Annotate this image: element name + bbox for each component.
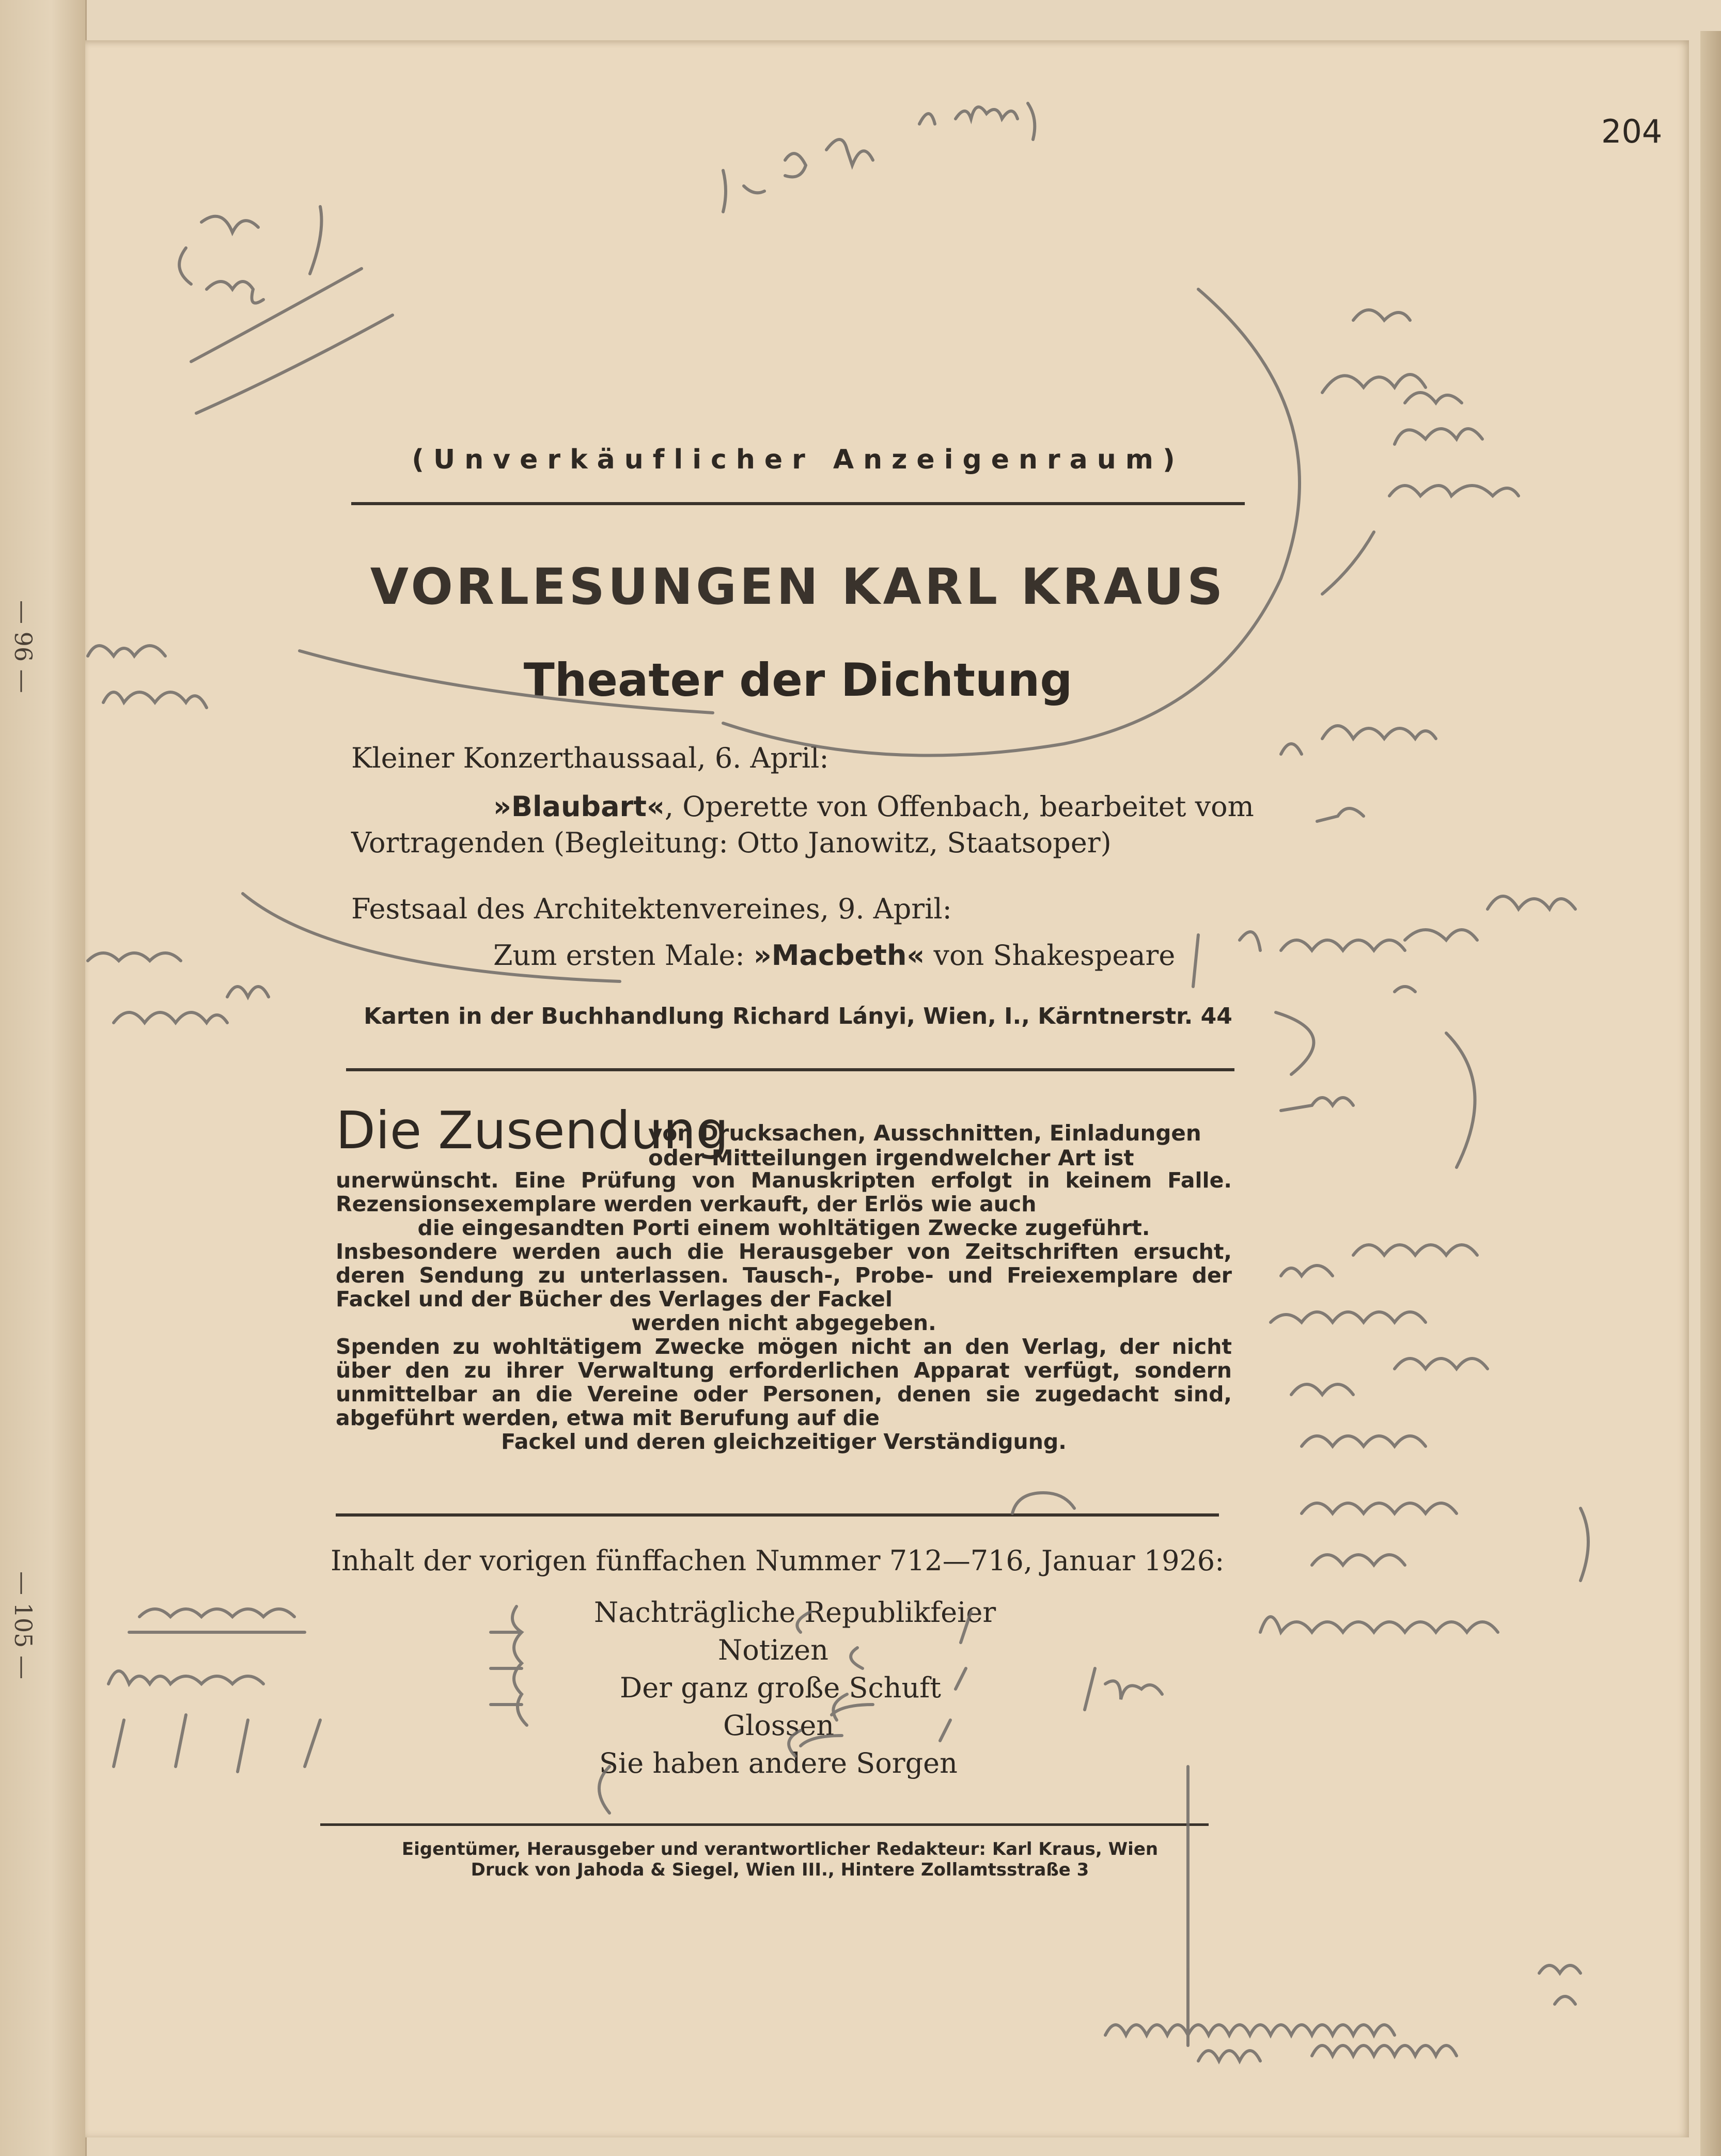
pencil-stroke <box>114 1715 320 1772</box>
pencil-scribble <box>88 646 207 708</box>
contents-item: Nachträgliche Republikfeier <box>594 1596 996 1629</box>
event-venue-1: Kleiner Konzerthaussaal, 6. April: <box>351 742 829 774</box>
notice-side-line-2: oder Mitteilungen irgendwelcher Art ist <box>648 1145 1134 1170</box>
pencil-scribble <box>1193 896 1575 992</box>
contents-item: Der ganz große Schuft <box>620 1671 941 1704</box>
imprint-line-2: Druck von Jahoda & Siegel, Wien III., Hintere Zollamtsstraße 3 <box>471 1860 1089 1880</box>
pencil-scribble <box>1302 1503 1457 1513</box>
pencil-scribble <box>723 103 1035 212</box>
contents-item: Glossen <box>723 1709 835 1742</box>
pencil-scribble <box>1539 1965 1581 2004</box>
pencil-scribble <box>1291 1358 1488 1395</box>
pencil-scribble <box>491 1606 527 1725</box>
notice-paragraph: werden nicht abgegeben. <box>631 1310 936 1335</box>
ticket-info: Karten in der Buchhandlung Richard Lányi, Wien, I., Kärntnerstr. 44 <box>364 1003 1232 1029</box>
notice-paragraph: unerwünscht. Eine Prüfung von Manuskripten erfolgt in keinem Falle. Rezensionsexemplare werden verkauft, der Erlös wie auch <box>336 1168 1232 1216</box>
event-line-1b: Vortragenden (Begleitung: Otto Janowitz, Staatsoper) <box>351 826 1112 859</box>
contents-item: Notizen <box>718 1634 828 1666</box>
pencil-scribble <box>1281 1245 1477 1276</box>
contents-item: Sie haben andere Sorgen <box>599 1747 958 1779</box>
notice-paragraph: Fackel und deren gleichzeitiger Verständigung. <box>501 1429 1067 1454</box>
pencil-stroke <box>243 894 620 981</box>
pencil-curve <box>1276 1012 1475 1167</box>
pencil-scribble <box>1312 1555 1405 1565</box>
advert-subtitle: Theater der Dichtung <box>523 653 1073 707</box>
pencil-scribble <box>1281 1098 1353 1111</box>
notice-heading: Die Zusendung <box>336 1100 729 1161</box>
spine-page-number-105: — 105 — <box>9 1571 37 1680</box>
folio-number: 204 <box>1601 113 1663 150</box>
event-detail-1: , Operette von Offenbach, bearbeitet vom <box>664 790 1254 823</box>
advert-title: VORLESUNGEN KARL KRAUS <box>370 558 1226 616</box>
pencil-scribble <box>1260 1508 1588 1632</box>
event-prefix-2: Zum ersten Male: <box>493 939 754 972</box>
contents-heading: Inhalt der vorigen fünffachen Nummer 712—716, Januar 1926: <box>331 1544 1225 1577</box>
pencil-stroke <box>1012 1493 1074 1513</box>
pencil-scribble <box>1105 2025 1395 2035</box>
ad-space-label: (Unverkäuflicher Anzeigenraum) <box>412 444 1184 475</box>
pencil-stroke <box>300 651 713 713</box>
pencil-stroke <box>599 1612 971 1813</box>
event-detail-2: von Shakespeare <box>925 939 1176 972</box>
notice-paragraph: die eingesandten Porti einem wohltätigen Zwecke zugeführt. <box>417 1215 1150 1240</box>
imprint-line-1: Eigentümer, Herausgeber und verantwortlicher Redakteur: Karl Kraus, Wien <box>401 1839 1159 1860</box>
spine-page-number-96: — 96 — <box>9 600 37 693</box>
pencil-scribble <box>1281 726 1436 821</box>
pencil-scribble <box>1198 2045 1457 2061</box>
notice-paragraph: Insbesondere werden auch die Herausgeber von Zeitschriften ersucht, deren Sendung zu unterlassen. Tausch-, Probe- und Freiexemplare der Fackel und der Bücher des Verlages der Fackel <box>336 1239 1232 1311</box>
event-venue-2: Festsaal des Architektenvereines, 9. April: <box>351 893 952 925</box>
pencil-scribble <box>1302 1436 1426 1446</box>
notice-side-line-1: von Drucksachen, Ausschnitten, Einladungen <box>648 1120 1201 1146</box>
pencil-stroke <box>1085 1668 1162 1710</box>
pencil-scribble <box>1271 1312 1426 1322</box>
pencil-stroke <box>196 315 393 413</box>
pencil-scribble <box>179 207 321 303</box>
notice-paragraph: Spenden zu wohltätigem Zwecke mögen nicht an den Verlag, der nicht über den zu ihrer Verwaltung erforderlichen Apparat verfügt, sondern unmittelbar an die Vereine oder Personen, denen sie zugedacht sind, abgeführt werden, etwa mit Berufung auf die <box>336 1334 1232 1430</box>
pencil-scribble <box>108 1671 263 1684</box>
pencil-scribble <box>88 953 269 1023</box>
pencil-curve <box>723 289 1300 756</box>
pencil-scribble <box>139 1609 294 1617</box>
event-title-macbeth: »Macbeth« <box>753 939 925 972</box>
pencil-scribble <box>1322 310 1519 594</box>
event-title-blaubart: »Blaubart« <box>493 790 665 823</box>
